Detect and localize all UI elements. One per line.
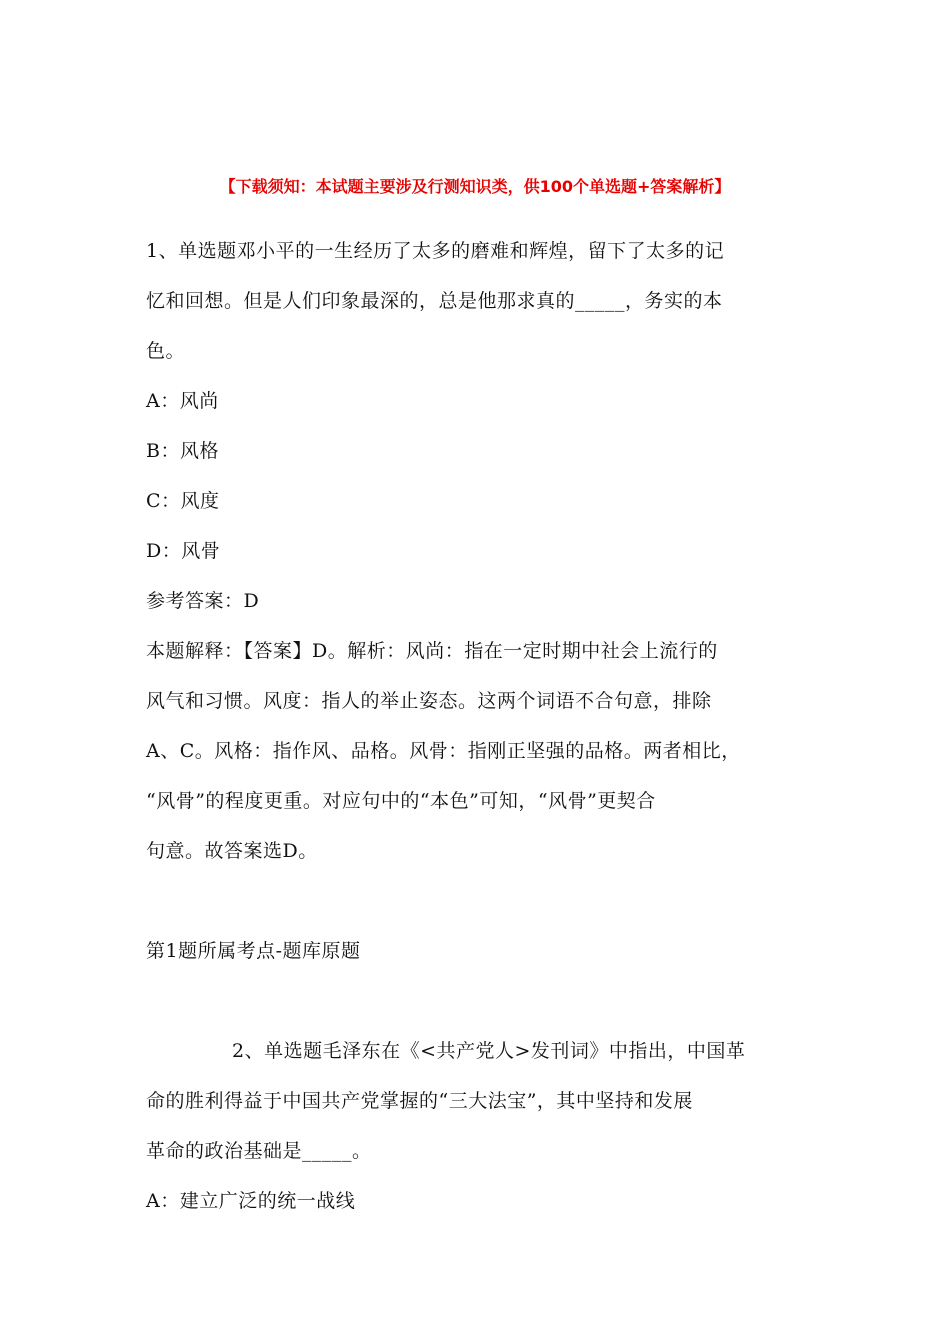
question-1-options bbox=[146, 376, 826, 576]
explanation-line: A、C。风格：指作风、品格。风骨：指刚正坚强的品格。两者相比， bbox=[146, 740, 741, 762]
topic-label: 第1题所属考点-题库原题 bbox=[146, 940, 361, 962]
explanation-line: “风骨”的程度更重。对应句中的“本色”可知，“风骨”更契合 bbox=[146, 790, 656, 812]
explanation-line: 句意。故答案选D。 bbox=[146, 840, 318, 862]
question-2-line: 革命的政治基础是_____。 bbox=[146, 1140, 372, 1162]
question-2-line: 命的胜利得益于中国共产党掌握的“三大法宝”，其中坚持和发展 bbox=[146, 1090, 693, 1112]
question-2-options bbox=[146, 1176, 826, 1226]
option-b: B：风格 bbox=[146, 440, 219, 462]
question-1-explanation bbox=[146, 626, 826, 876]
question-1-stem bbox=[146, 226, 826, 376]
explanation-line: 本题解释：【答案】D。解析：风尚：指在一定时期中社会上流行的 bbox=[146, 640, 718, 662]
download-notice: 【下载须知：本试题主要涉及行测知识类，供100个单选题+答案解析】 bbox=[219, 177, 731, 196]
option-a: A：风尚 bbox=[146, 390, 219, 412]
explanation-line: 风气和习惯。风度：指人的举止姿态。这两个词语不合句意，排除 bbox=[146, 690, 712, 712]
question-1-topic bbox=[146, 926, 826, 976]
question-1-line: 色。 bbox=[146, 340, 186, 362]
option-c: C：风度 bbox=[146, 490, 220, 512]
reference-answer: 参考答案：D bbox=[146, 590, 260, 612]
question-1-line: 忆和回想。但是人们印象最深的，总是他那求真的_____，务实的本 bbox=[146, 290, 723, 312]
question-2-stem bbox=[146, 1026, 826, 1176]
option-a: A：建立广泛的统一战线 bbox=[146, 1190, 356, 1212]
question-1-answer bbox=[146, 576, 826, 626]
question-1-line: 1、单选题邓小平的一生经历了太多的磨难和辉煌，留下了太多的记 bbox=[146, 240, 725, 262]
option-d: D：风骨 bbox=[146, 540, 221, 562]
question-2-line: 2、单选题毛泽东在《<共产党人>发刊词》中指出，中国革 bbox=[232, 1040, 746, 1062]
